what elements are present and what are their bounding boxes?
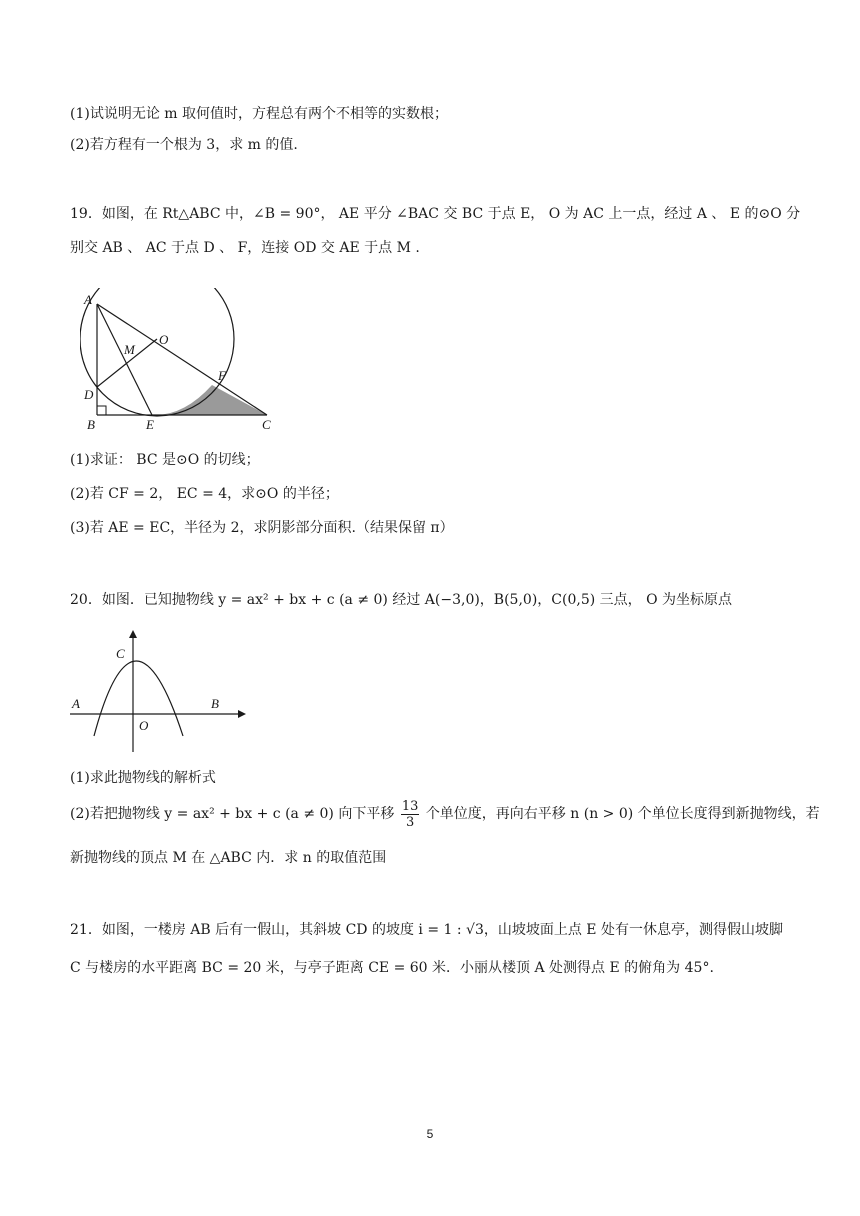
q19-label-F: F [218, 368, 226, 383]
q20-label-C: C [116, 646, 125, 661]
q20-label-A: A [72, 696, 80, 711]
page-number: 5 [426, 1127, 434, 1141]
q20-fraction-denominator: 3 [405, 814, 415, 830]
q20-figure [66, 626, 256, 756]
q19-stem-line2: 别交 AB 、 AC 于点 D 、 F，连接 OD 交 AE 于点 M . [70, 240, 420, 256]
q19-part3: (3)若 AE = EC，半径为 2，求阴影部分面积.（结果保留 π） [70, 520, 454, 536]
q20-label-O: O [139, 718, 149, 733]
q19-shaded-region [155, 385, 267, 415]
q19-right-angle-mark [97, 406, 106, 415]
q21-line1: 21．如图，一楼房 AB 后有一假山，其斜坡 CD 的坡度 i = 1 : √3，山坡坡面上点 E 处有一休息亭，测得假山坡脚 [70, 922, 783, 938]
q19-label-O: O [159, 332, 169, 347]
q19-stem-line1: 19．如图，在 Rt△ABC 中，∠B = 90°， AE 平分 ∠BAC 交 BC 于点 E， O 为 AC 上一点，经过 A 、 E 的⊙O 分 [70, 206, 801, 222]
q20-part2-line1 [70, 798, 820, 830]
q20-y-axis-arrow [129, 630, 137, 638]
q20-stem: 20．如图．已知抛物线 y = ax² + bx + c (a ≠ 0) 经过 A(−3,0)，B(5,0)，C(0,5) 三点， O 为坐标原点 [70, 592, 733, 608]
q19-segment-AE [97, 304, 152, 415]
q21-line2: C 与楼房的水平距离 BC = 20 米，与亭子距离 CE = 60 米．小丽从楼顶 A 处测得点 E 的俯角为 45°. [70, 960, 714, 976]
q19-part1: (1)求证： BC 是⊙O 的切线； [70, 452, 260, 468]
q19-label-B: B [87, 417, 95, 432]
q20-part2-text-b: 个单位度，再向右平移 n (n > 0) 个单位长度得到新抛物线，若 [425, 806, 820, 822]
q20-label-B: B [211, 696, 219, 711]
q18-part1: (1)试说明无论 m 取何值时，方程总有两个不相等的实数根； [70, 106, 449, 122]
q20-part2-text-a: (2)若把抛物线 y = ax² + bx + c (a ≠ 0) 向下平移 [70, 806, 395, 822]
q20-x-axis-arrow [238, 710, 246, 718]
q19-label-D: D [84, 387, 94, 402]
q19-label-M: M [124, 342, 135, 357]
q18-part2: (2)若方程有一个根为 3，求 m 的值. [70, 137, 298, 153]
q20-fraction-numerator: 13 [401, 798, 419, 814]
q19-segment-AC [97, 304, 267, 415]
q20-part2-line2: 新抛物线的顶点 M 在 △ABC 内．求 n 的取值范围 [70, 850, 387, 866]
q19-figure [80, 288, 280, 438]
q20-part1: (1)求此抛物线的解析式 [70, 770, 216, 786]
q19-label-C: C [262, 417, 271, 432]
q19-label-E: E [146, 417, 154, 432]
q19-part2: (2)若 CF = 2， EC = 4，求⊙O 的半径； [70, 486, 339, 502]
q20-fraction [401, 799, 420, 830]
q19-label-A: A [84, 292, 92, 307]
